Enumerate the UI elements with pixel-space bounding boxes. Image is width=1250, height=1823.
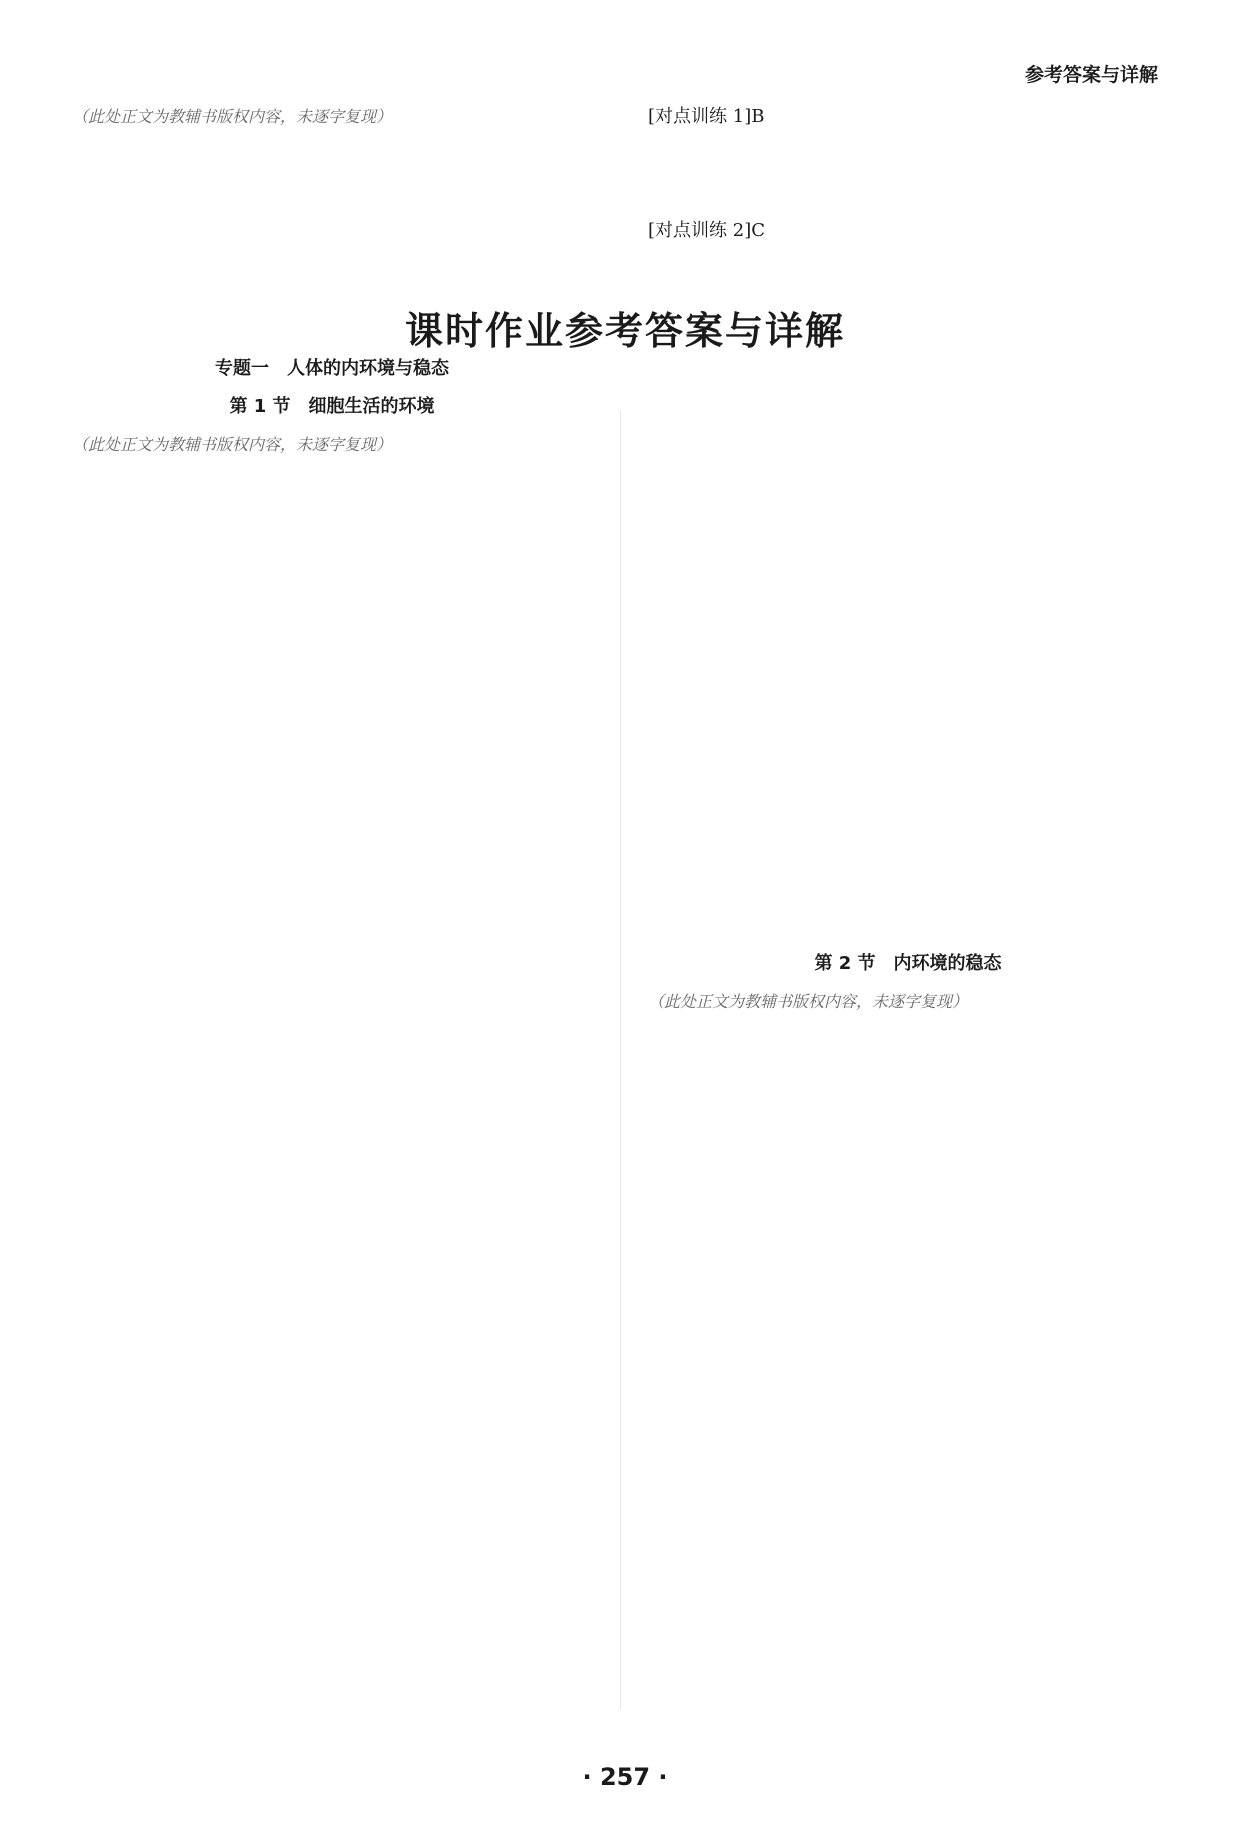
top-right-block [648,98,1168,250]
omitted-text-notice: （此处正文为教辅书版权内容，未逐字复现） [72,435,393,454]
top-left-block [72,98,592,136]
page-number: · 257 · [582,1763,668,1791]
running-header: 参考答案与详解 [1024,64,1158,86]
right-column [648,945,1168,1021]
section-heading: 第 1 节 细胞生活的环境 [229,396,435,417]
omitted-text-notice: （此处正文为教辅书版权内容，未逐字复现） [648,992,969,1011]
chapter-heading: 专题一 人体的内环境与稳态 [215,358,449,379]
page-title: 课时作业参考答案与详解 [404,309,845,353]
answer-line: [对点训练 1]B [648,106,765,127]
section-heading: 第 2 节 内环境的稳态 [814,953,1002,974]
column-divider [620,410,621,1710]
answer-line: [对点训练 2]C [648,220,765,241]
omitted-text-notice: （此处正文为教辅书版权内容，未逐字复现） [72,107,393,126]
left-column [72,350,592,464]
